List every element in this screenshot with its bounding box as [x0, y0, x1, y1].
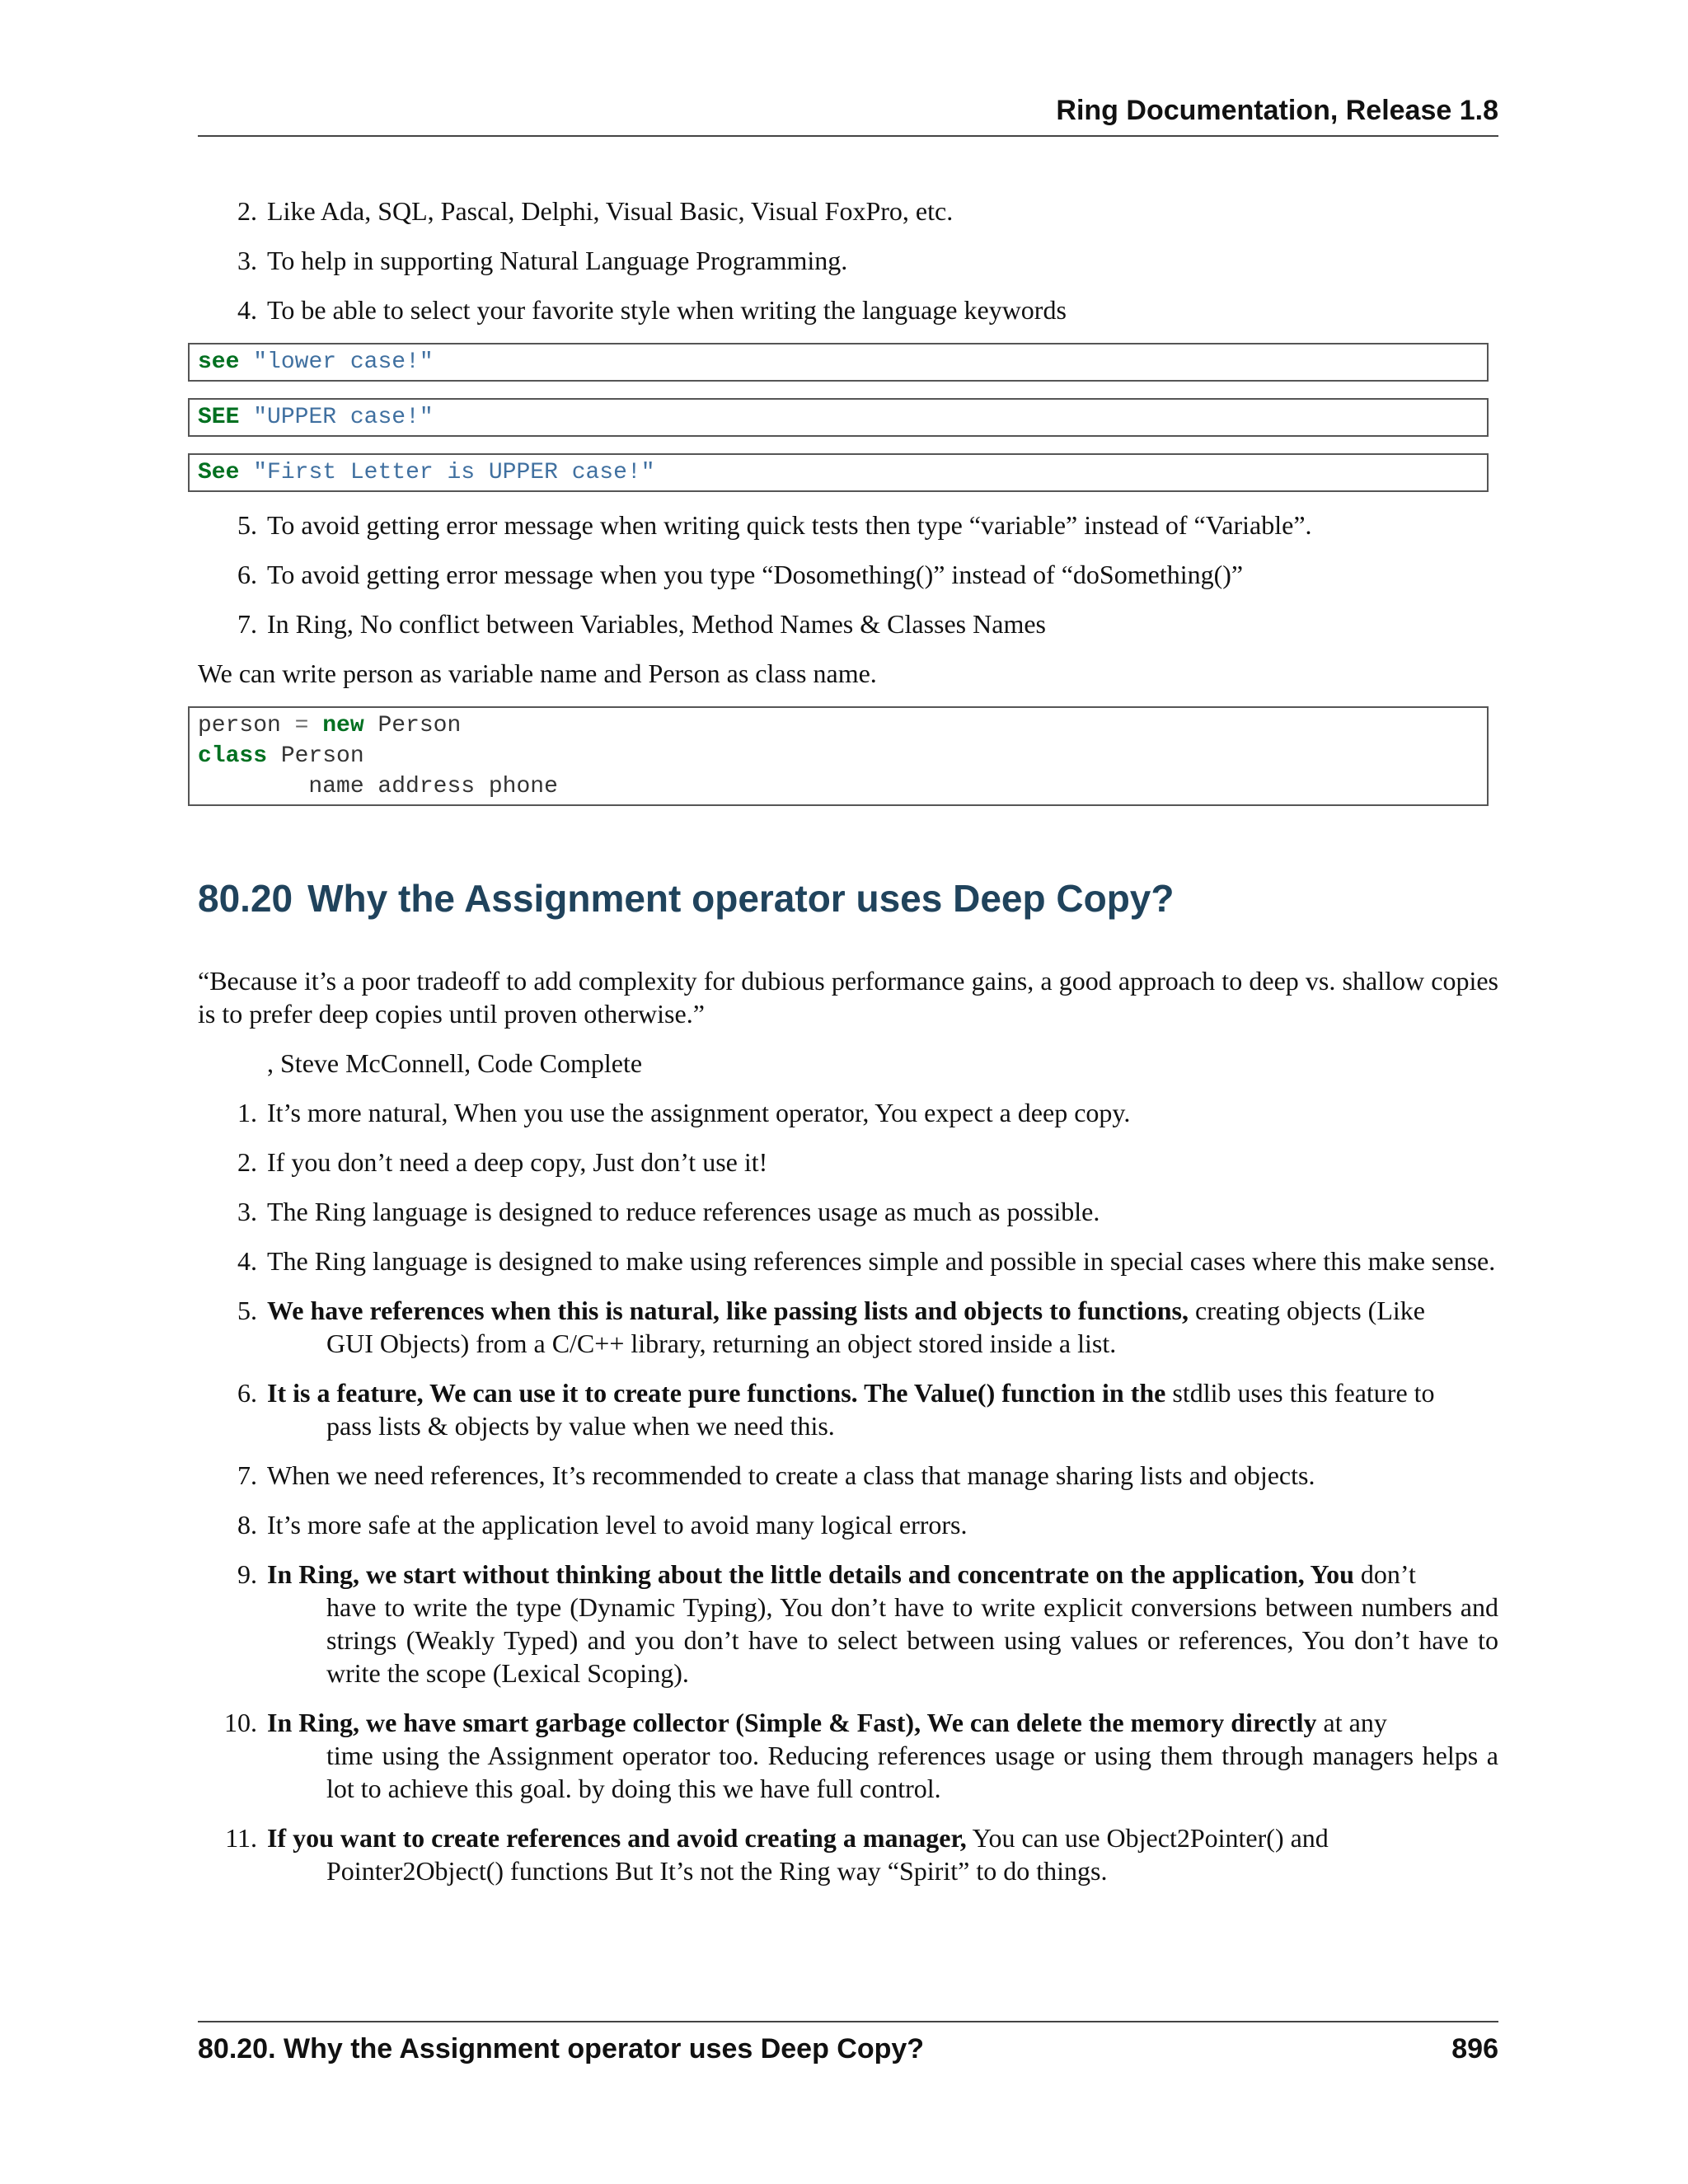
list-item: [198, 1096, 1498, 1129]
list-deep-copy-reasons: [198, 1096, 1498, 1887]
list-item-text: To help in supporting Natural Language Programming.: [267, 246, 848, 275]
list-item-number: 11.: [225, 1823, 257, 1853]
code-block-person-class: [188, 706, 1489, 806]
running-header: Ring Documentation, Release 1.8: [198, 89, 1498, 137]
list-item-text: Like Ada, SQL, Pascal, Delphi, Visual Basic, Visual FoxPro, etc.: [267, 196, 954, 226]
list-item-text: To avoid getting error message when writing quick tests then type “variable” instead of “Variable”.: [267, 510, 1312, 540]
list-item-continuation: time using the Assignment operator too. Reducing references usage or using them through managers helps a lot to achieve this goal. by doing this we have full control.: [326, 1741, 1498, 1803]
list-item-number: 5.: [237, 1296, 257, 1325]
code-string: "UPPER case!": [253, 405, 434, 430]
list-item: [198, 1195, 1498, 1228]
list-item-text: When we need references, It’s recommended to create a class that manage sharing lists and objects.: [267, 1460, 1315, 1490]
list-item-text: You can use Object2Pointer() and: [966, 1823, 1329, 1853]
list-item-text: It’s more safe at the application level to avoid many logical errors.: [267, 1510, 968, 1540]
list-item-number: 7.: [237, 609, 257, 639]
list-item: [198, 1459, 1498, 1492]
list-item-number: 4.: [237, 295, 257, 325]
list-item-continuation: have to write the type (Dynamic Typing), You don’t have to write explicit conversions between numbers and strings (Weakly Typed) and you don’t have to select between using values or references, You don’t have to write the scope (Lexical Scoping).: [326, 1592, 1498, 1688]
footer-section-title: 80.20. Why the Assignment operator uses Deep Copy?: [198, 2033, 925, 2064]
list-item: [198, 1821, 1498, 1887]
code-identifier: Person: [363, 713, 462, 738]
list-item-number: 2.: [237, 196, 257, 226]
page-content: [198, 194, 1498, 1904]
list-item-text: stdlib uses this feature to: [1165, 1378, 1435, 1408]
list-item: [198, 1244, 1498, 1277]
code-keyword: class: [198, 743, 268, 769]
list-item-term: In Ring, we have smart garbage collector (Simple & Fast), We can delete the memory directly: [267, 1708, 1317, 1737]
list-item-number: 4.: [237, 1246, 257, 1276]
list-item-text: In Ring, No conflict between Variables, Method Names & Classes Names: [267, 609, 1046, 639]
list-item: [198, 1376, 1498, 1442]
list-item-number: 7.: [237, 1460, 257, 1490]
list-item-number: 8.: [237, 1510, 257, 1540]
list-item-continuation: pass lists & objects by value when we need this.: [326, 1411, 835, 1441]
list-item-text: The Ring language is designed to make using references simple and possible in special cases where this make sense.: [267, 1246, 1496, 1276]
code-identifier: Person: [267, 743, 364, 769]
list-item: [198, 1294, 1498, 1360]
list-why-case-insensitive-continued: [198, 194, 1498, 326]
list-item-number: 9.: [237, 1559, 257, 1589]
list-item-term: It is a feature, We can use it to create pure functions. The Value() function in the: [267, 1378, 1166, 1408]
list-item-number: 3.: [237, 1197, 257, 1226]
list-item-number: 5.: [237, 510, 257, 540]
list-item-continuation: Pointer2Object() functions But It’s not the Ring way “Spirit” to do things.: [326, 1856, 1108, 1886]
list-item-term: If you want to create references and avoid creating a manager,: [267, 1823, 967, 1853]
code-string: "First Letter is UPPER case!": [253, 460, 655, 485]
code-string: "lower case!": [253, 349, 434, 375]
list-item: [198, 1706, 1498, 1805]
list-item: [198, 1508, 1498, 1541]
code-keyword: See: [198, 460, 240, 485]
list-item-text: If you don’t need a deep copy, Just don’t use it!: [267, 1147, 768, 1177]
list-item-text: It’s more natural, When you use the assignment operator, You expect a deep copy.: [267, 1098, 1131, 1127]
list-item: [198, 558, 1498, 591]
page-number: 896: [1451, 2033, 1498, 2064]
running-footer: [198, 2021, 1498, 2067]
paragraph-person-example: We can write person as variable name and Person as class name.: [198, 658, 877, 688]
list-item-number: 1.: [237, 1098, 257, 1127]
list-item: [198, 194, 1498, 227]
list-item-text: The Ring language is designed to reduce references usage as much as possible.: [267, 1197, 1100, 1226]
quote-attribution: , Steve McConnell, Code Complete: [267, 1048, 643, 1078]
code-operator: =: [280, 713, 323, 738]
list-item-text: To avoid getting error message when you type “Dosomething()” instead of “doSomething()”: [267, 560, 1244, 589]
list-item-text: at any: [1316, 1708, 1387, 1737]
code-identifier: person: [198, 713, 281, 738]
list-item: [198, 509, 1498, 541]
list-item: [198, 1146, 1498, 1179]
code-block-upper: [188, 398, 1489, 437]
list-item-number: 2.: [237, 1147, 257, 1177]
code-keyword: see: [198, 349, 240, 375]
list-item-number: 6.: [237, 1378, 257, 1408]
list-item: [198, 244, 1498, 277]
section-heading: [198, 875, 1498, 921]
list-item-term: We have references when this is natural, like passing lists and objects to functions,: [267, 1296, 1189, 1325]
list-why-case-insensitive-more: [198, 509, 1498, 640]
list-item-text: don’t: [1353, 1559, 1416, 1589]
document-page: [198, 0, 1498, 2184]
list-item-number: 10.: [224, 1708, 257, 1737]
list-item-text: creating objects (Like: [1188, 1296, 1425, 1325]
code-keyword: SEE: [198, 405, 240, 430]
code-keyword: new: [322, 713, 364, 738]
code-block-lower: [188, 343, 1489, 382]
section-title: Why the Assignment operator uses Deep Copy?: [307, 877, 1175, 920]
section-number: 80.20: [198, 877, 293, 920]
list-item: [198, 1558, 1498, 1690]
list-item-continuation: GUI Objects) from a C/C++ library, returning an object stored inside a list.: [326, 1329, 1117, 1358]
list-item-number: 6.: [237, 560, 257, 589]
code-block-capitalized: [188, 453, 1489, 492]
list-item-text: To be able to select your favorite style when writing the language keywords: [267, 295, 1067, 325]
code-line: name address phone: [198, 774, 558, 799]
list-item-number: 3.: [237, 246, 257, 275]
quote-paragraph: “Because it’s a poor tradeoff to add complexity for dubious performance gains, a good approach to deep vs. shallow copies is to prefer deep copies until proven otherwise.”: [198, 966, 1498, 1029]
list-item-term: In Ring, we start without thinking about the little details and concentrate on the application, You: [267, 1559, 1354, 1589]
list-item: [198, 607, 1498, 640]
list-item: [198, 293, 1498, 326]
